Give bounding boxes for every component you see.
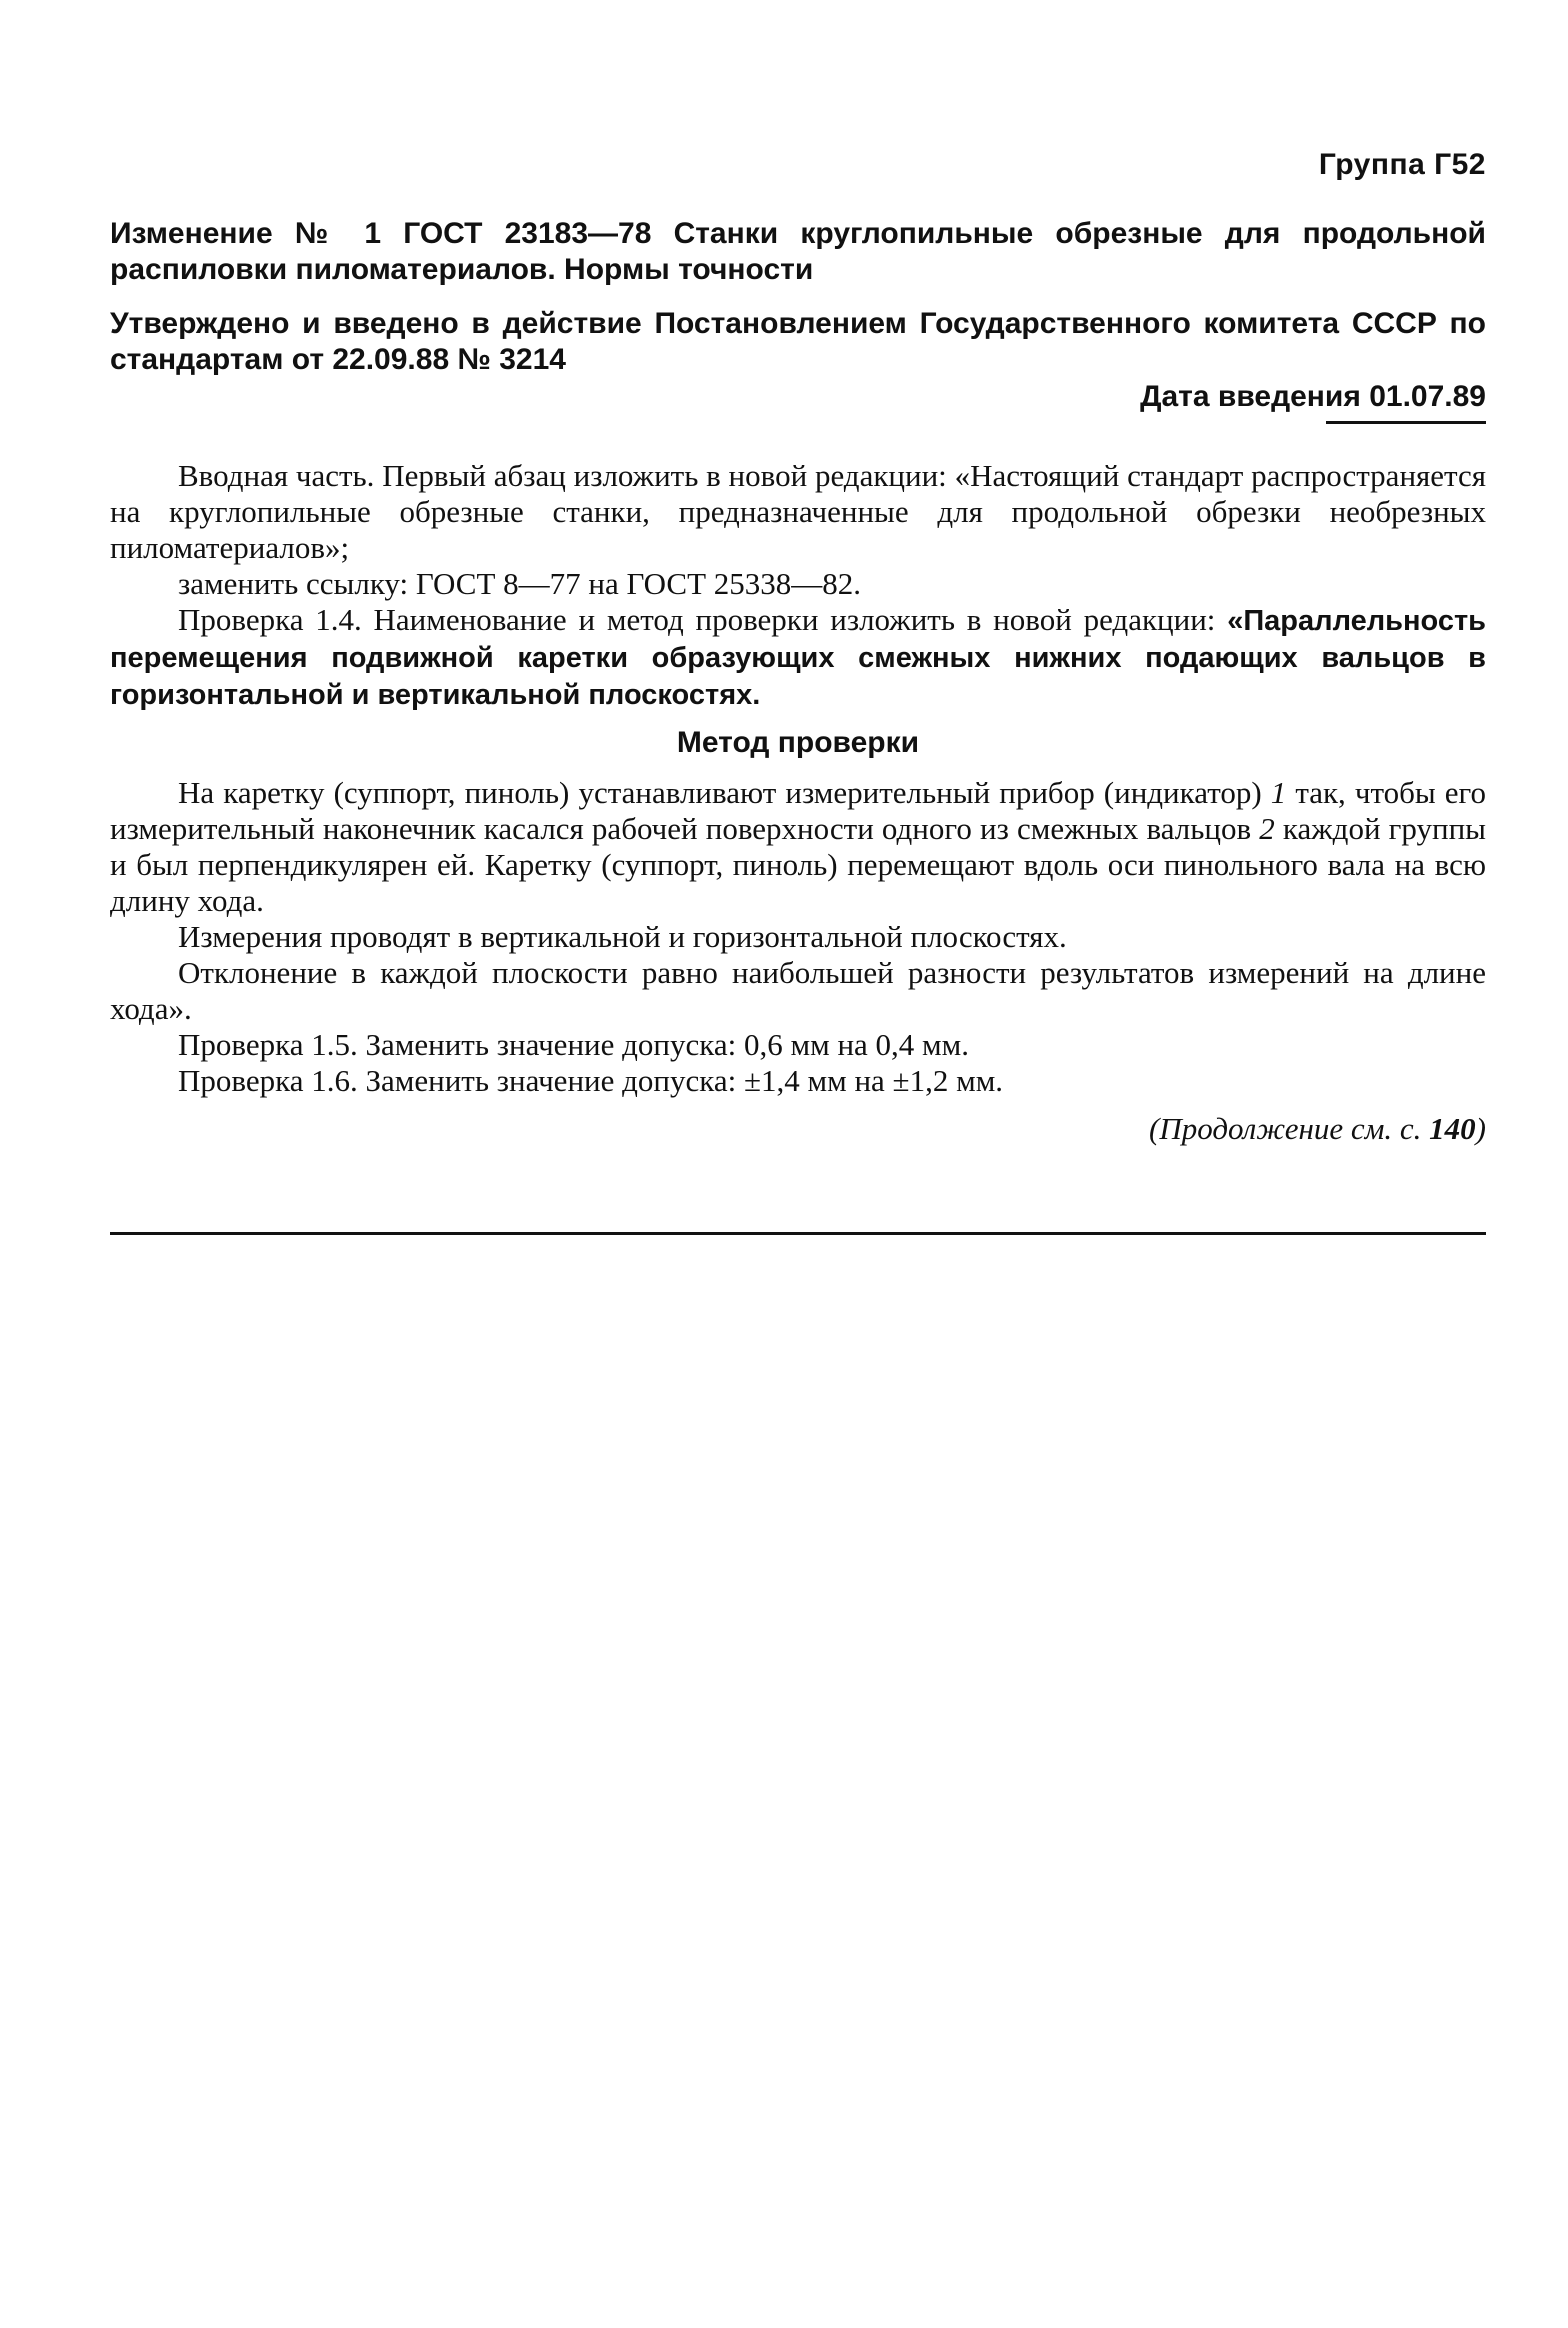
document-page xyxy=(110,0,1486,2328)
indicator-ref-number: 1 xyxy=(1270,775,1287,810)
check-1-5-paragraph: Проверка 1.5. Заменить значение допуска: 0,6 мм на 0,4 мм. xyxy=(178,1027,970,1062)
effective-date-value: 01.07.89 xyxy=(1369,380,1486,413)
method-heading: Метод проверки xyxy=(676,726,920,759)
method-text-c: каждой группы и был перпендикулярен ей. Каретку (суппорт, пиноль) перемещают вдоль оси пинольного вала на всю длину хода. xyxy=(110,811,1486,918)
continuation-open-paren: ( xyxy=(1149,1111,1160,1146)
group-code: Группа Г52 xyxy=(1318,148,1486,181)
change-title: Изменение № 1 ГОСТ 23183—78 Станки круглопильные обрезные для продольной распиловки пиломатериалов. Нормы точности xyxy=(110,217,1486,286)
bottom-divider xyxy=(110,1232,1486,1235)
approval-statement: Утверждено и введено в действие Постановлением Государственного комитета СССР по стандартам от 22.09.88 № 3214 xyxy=(110,307,1486,376)
continuation-text: Продолжение см. с. xyxy=(1159,1111,1430,1146)
method-text-a: На каретку (суппорт, пиноль) устанавливают измерительный прибор (индикатор) xyxy=(178,775,1271,810)
check-1-4-title: «Параллельность перемещения подвижной каретки образующих смежных нижних подающих вальцов в горизонтальной и вертикальной плоскостях. xyxy=(110,605,1486,711)
method-paragraph-2: Измерения проводят в вертикальной и горизонтальной плоскостях. xyxy=(178,919,1067,954)
roller-ref-number: 2 xyxy=(1259,811,1275,846)
date-underline xyxy=(1326,421,1486,424)
continuation-close-paren: ) xyxy=(1475,1111,1486,1146)
method-text-b: так, чтобы его измерительный наконечник касался рабочей поверхности одного из смежных вальцов xyxy=(110,775,1486,846)
continuation-note xyxy=(110,1111,1486,1147)
effective-date-label: Дата введения xyxy=(1140,380,1361,413)
continuation-page-number: 140 xyxy=(1429,1111,1476,1146)
method-paragraph-3: Отклонение в каждой плоскости равно наибольшей разности результатов измерений на длине хода». xyxy=(110,955,1486,1026)
intro-paragraph: Вводная часть. Первый абзац изложить в новой редакции: «Настоящий стандарт распространяется на круглопильные обрезные станки, предназначенные для продольной обрезки необрезных пиломатериалов»; xyxy=(110,458,1486,565)
effective-date xyxy=(1140,380,1486,414)
check-1-4-intro: Проверка 1.4. Наименование и метод проверки изложить в новой редакции: xyxy=(178,602,1216,637)
method-paragraph-1 xyxy=(110,775,1486,919)
check-1-6-paragraph: Проверка 1.6. Заменить значение допуска: ±1,4 мм на ±1,2 мм. xyxy=(178,1063,1004,1098)
document-body xyxy=(110,458,1486,1147)
check-1-4-paragraph xyxy=(110,602,1486,713)
reference-paragraph: заменить ссылку: ГОСТ 8—77 на ГОСТ 25338—82. xyxy=(178,566,862,601)
